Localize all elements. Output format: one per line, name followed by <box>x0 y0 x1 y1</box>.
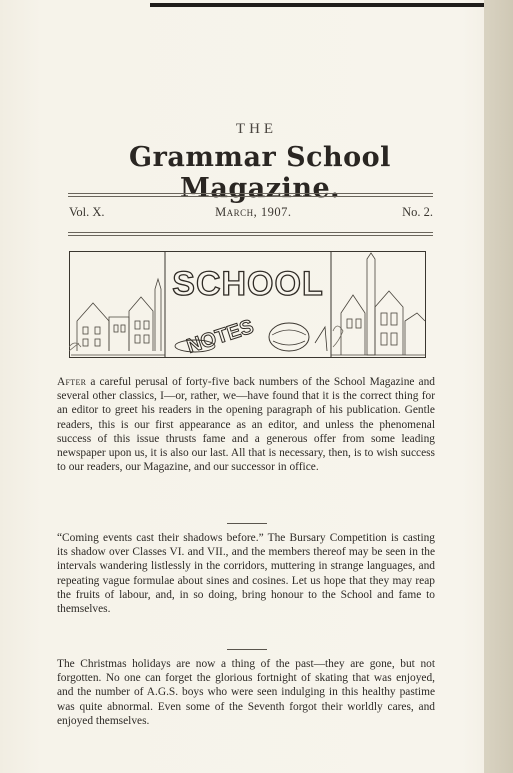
school-notes-illustration <box>69 251 426 358</box>
right-building-sketch <box>331 253 426 355</box>
section-separator <box>227 649 267 650</box>
paragraph-christmas-holidays: The Christmas holidays are now a thing of the past—they are gone, but not forgotten. No one can forget the glorious fortnight of skating that was enjoyed, and the number of A.G.S. boys who were seen indulging in this healthy pastime was quite abnormal. Even some of the Seventh forgot their worldly cares, and enjoyed themselves. <box>57 658 435 727</box>
header-rule-bottom <box>68 232 433 233</box>
paragraph-lead-word: After <box>57 376 87 388</box>
issue-info-line <box>69 205 433 220</box>
paragraph-editor-greeting <box>57 375 435 474</box>
header-rule-top-inner <box>68 196 433 197</box>
header-rule-top <box>68 193 433 194</box>
school-heading-text: SCHOOL <box>172 265 324 303</box>
masthead-article: THE <box>235 121 278 137</box>
volume-number: Vol. X. <box>69 205 105 219</box>
section-separator <box>227 523 267 524</box>
paragraph-bursary-competition: “Coming events cast their shadows before.” The Bursary Competition is casting its shadow over Classes VI. and VII., and the members thereof may be seen in the intervals wandering listlessly in the corridors, muttering in strange languages, and repeating vague formulae about sines and cosines. Let us hope that they may reap the fruits of labour, and, in so doing, bring honour to the School and fame to themselves. <box>57 532 435 616</box>
header-rule-bottom-inner <box>68 235 433 236</box>
school-notes-lettering <box>172 265 327 358</box>
issue-date: March, 1907. <box>215 205 292 219</box>
issue-number: No. 2. <box>402 205 433 219</box>
page-edge-shadow <box>484 0 513 773</box>
top-binding-strip <box>150 3 486 7</box>
masthead-title: Grammar School Magazine. <box>129 142 391 204</box>
paragraph-body: a careful perusal of forty-five back numbers of the School Magazine and several other classics, I—or, rather, we—have found that it is the correct thing for an editor to greet his readers in the opening paragraph of his publication. Gentle readers, this is our first appearance as an editor, and unless the phenomenal success of this issue thrusts fame and a generous offer from some leading newspaper upon us, it is also our last. All that is necessary, then, is to wish success to our readers, our Magazine, and our successor in office. <box>57 376 435 474</box>
notes-heading-text: NOTES <box>184 315 257 358</box>
left-building-sketch <box>69 279 165 355</box>
